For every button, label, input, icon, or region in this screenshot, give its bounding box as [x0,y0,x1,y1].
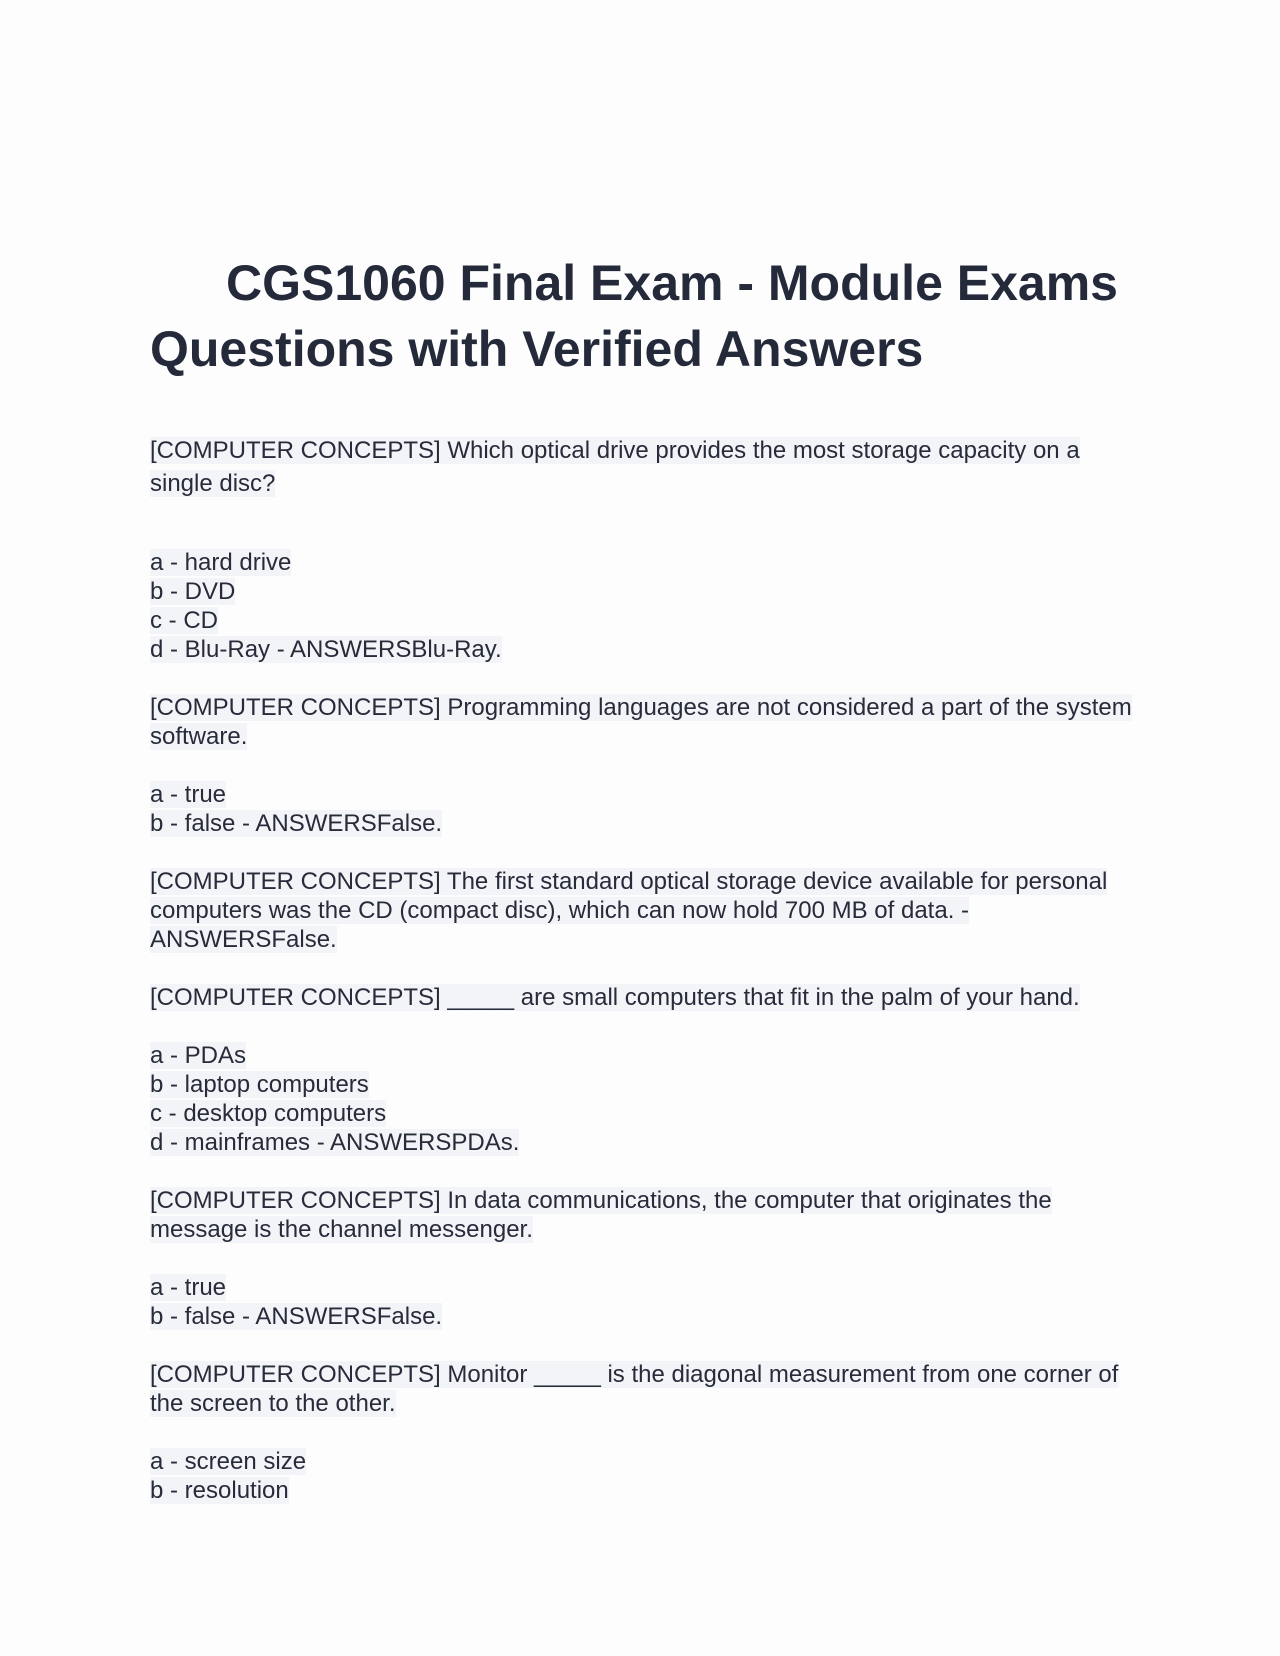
answer-option: a - screen size [150,1448,307,1475]
document-page [150,250,1140,1505]
question-block [150,1186,1140,1331]
document-title: CGS1060 Final Exam - Module Exams Questions with Verified Answers [150,255,1118,377]
answer-option: d - Blu-Ray - ANSWERSBlu-Ray. [150,636,502,663]
answer-options [150,1273,1140,1331]
answer-option: b - laptop computers [150,1071,369,1098]
answer-option: c - CD [150,607,218,634]
question-block [150,693,1140,838]
answer-option: b - DVD [150,578,236,605]
document-content [150,434,1140,1505]
question-text: [COMPUTER CONCEPTS] Programming languages are not considered a part of the system software. [150,694,1132,750]
question-block [150,1360,1140,1505]
answer-option: b - false - ANSWERSFalse. [150,1303,443,1330]
question-text: [COMPUTER CONCEPTS] Monitor _____ is the diagonal measurement from one corner of the screen to the other. [150,1361,1119,1417]
answer-option: a - true [150,1274,227,1301]
question-text: [COMPUTER CONCEPTS] _____ are small computers that fit in the palm of your hand. [150,984,1080,1011]
answer-option: d - mainframes - ANSWERSPDAs. [150,1129,520,1156]
question-block [150,983,1140,1157]
question-block [150,434,1140,664]
question-text: [COMPUTER CONCEPTS] The first standard optical storage device available for personal computers was the CD (compact disc), which can now hold 700 MB of data. - ANSWERSFalse. [150,868,1108,953]
answer-option: c - desktop computers [150,1100,387,1127]
question-text: [COMPUTER CONCEPTS] In data communications, the computer that originates the message is the channel messenger. [150,1187,1052,1243]
question-text: [COMPUTER CONCEPTS] Which optical drive provides the most storage capacity on a single disc? [150,437,1080,497]
answer-options [150,1041,1140,1157]
answer-options [150,548,1140,664]
answer-option: a - PDAs [150,1042,247,1069]
answer-option: a - true [150,781,227,808]
answer-option: b - resolution [150,1477,289,1504]
answer-options [150,780,1140,838]
question-block [150,867,1140,954]
answer-option: a - hard drive [150,549,292,576]
answer-option: b - false - ANSWERSFalse. [150,810,443,837]
answer-options [150,1447,1140,1505]
